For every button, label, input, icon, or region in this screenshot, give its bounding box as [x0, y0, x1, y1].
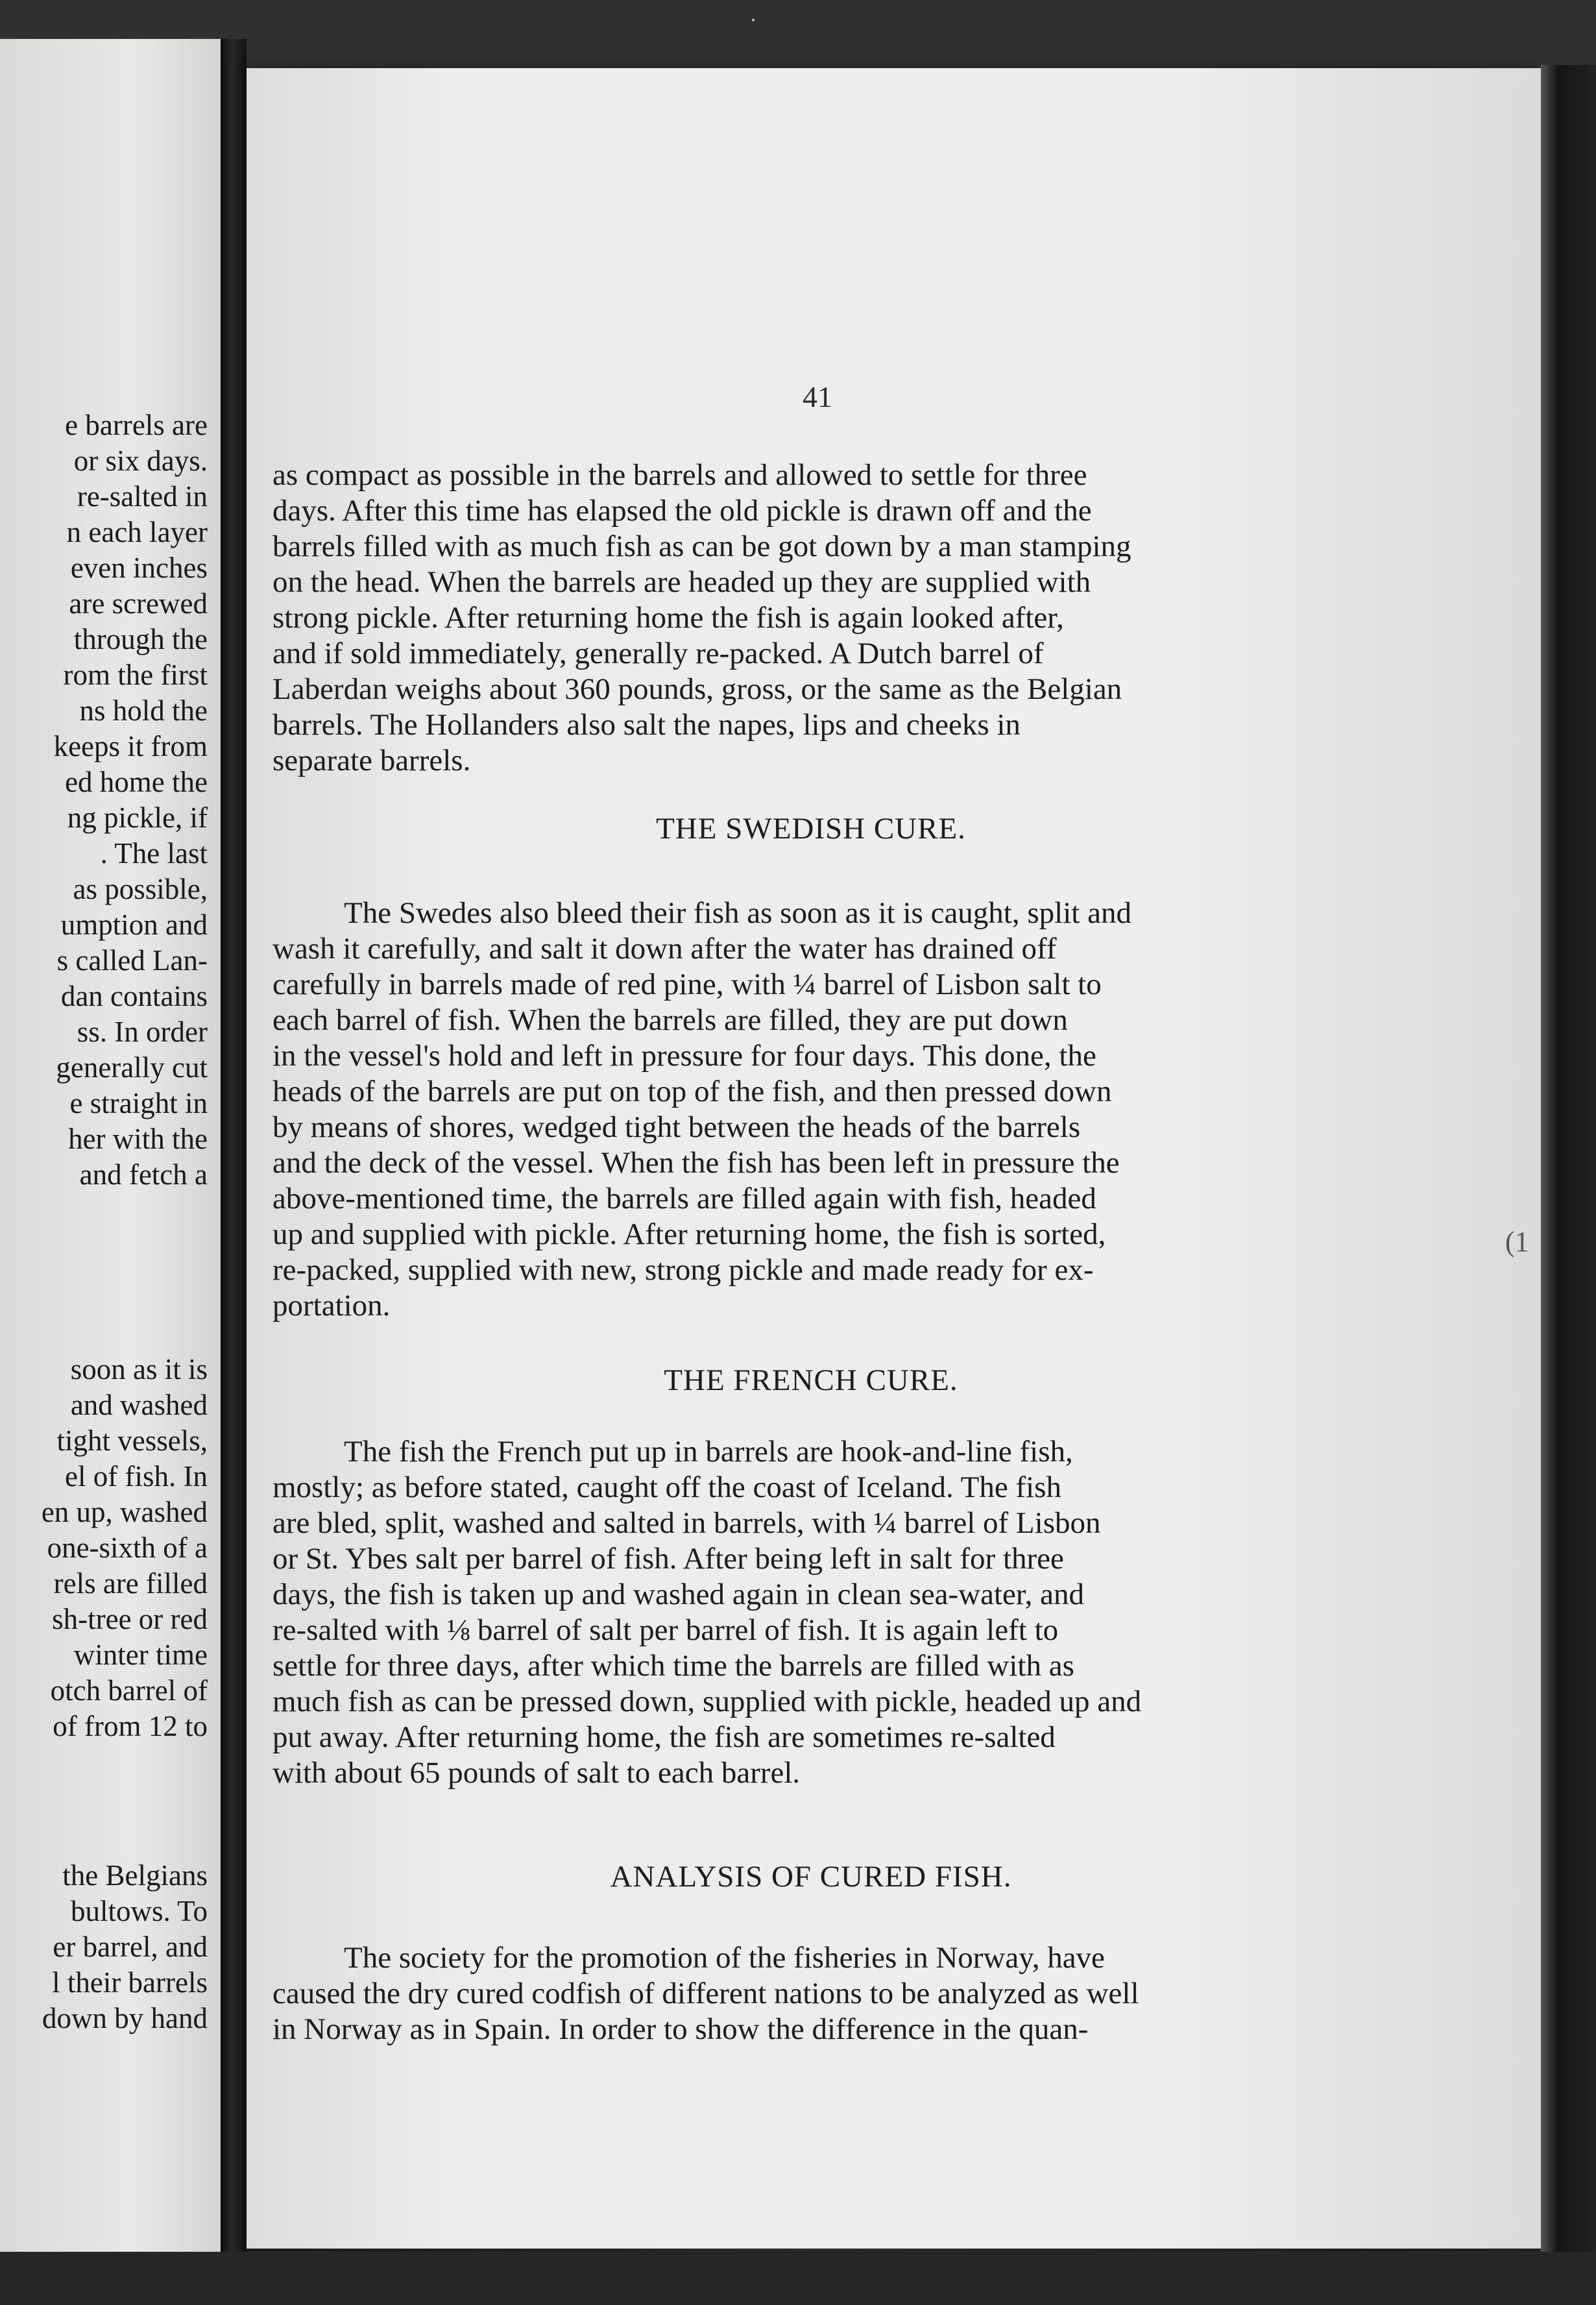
body-line: carefully in barrels made of red pine, with ¼ barrel of Lisbon salt to	[272, 968, 1102, 1001]
body-line: re-salted with ⅛ barrel of salt per barrel of fish. It is again left to	[272, 1613, 1059, 1647]
page-number: 41	[803, 380, 832, 413]
left-fragment-line: are screwed	[69, 587, 208, 620]
left-fragment-line: sh-tree or red	[52, 1603, 208, 1635]
bottom-border	[0, 2252, 1596, 2305]
body-line: heads of the barrels are put on top of the fish, and then pressed down	[272, 1075, 1112, 1108]
left-fragment-line: umption and	[60, 909, 208, 941]
left-fragment-line: el of fish. In	[65, 1460, 208, 1493]
section-heading-analysis: ANALYSIS OF CURED FISH.	[610, 1860, 1012, 1894]
margin-mark: (1	[1505, 1226, 1529, 1258]
left-fragment-line: rels are filled	[53, 1567, 208, 1600]
left-fragment-line: her with the	[68, 1123, 208, 1155]
body-line: with about 65 pounds of salt to each barrel.	[272, 1756, 801, 1790]
body-line: up and supplied with pickle. After returning home, the fish is sorted,	[272, 1217, 1106, 1251]
left-fragment-line: keeps it from	[53, 730, 208, 762]
body-line: put away. After returning home, the fish are sometimes re-salted	[272, 1720, 1056, 1754]
section-heading-french-cure: THE FRENCH CURE.	[664, 1363, 958, 1397]
left-fragment-line: ns hold the	[79, 694, 208, 727]
left-fragment-line: one-sixth of a	[47, 1531, 208, 1564]
section-heading-swedish-cure: THE SWEDISH CURE.	[656, 812, 966, 846]
body-line: in the vessel's hold and left in pressure for four days. This done, the	[272, 1039, 1096, 1073]
left-fragment-line: even inches	[70, 552, 208, 584]
left-fragment-line: and washed	[70, 1389, 208, 1421]
body-line: days. After this time has elapsed the old pickle is drawn off and the	[272, 494, 1092, 528]
body-line: on the head. When the barrels are headed up they are supplied with	[272, 565, 1091, 599]
left-fragment-line: bultows. To	[70, 1895, 208, 1927]
left-fragment-line: soon as it is	[70, 1353, 208, 1385]
body-line: above-mentioned time, the barrels are filled again with fish, headed	[272, 1182, 1096, 1215]
body-line: and the deck of the vessel. When the fish has been left in pressure the	[272, 1146, 1120, 1180]
left-fragment-line: of from 12 to	[53, 1710, 208, 1742]
left-fragment-line: en up, washed	[41, 1496, 208, 1528]
body-line: by means of shores, wedged tight between the heads of the barrels	[272, 1110, 1081, 1144]
left-fragment-line: er barrel, and	[53, 1931, 208, 1963]
left-fragment-line: e straight in	[69, 1087, 208, 1119]
left-fragment-line: ng pickle, if	[67, 801, 208, 834]
body-line: in Norway as in Spain. In order to show the difference in the quan-	[272, 2012, 1089, 2046]
left-fragment-line: or six days.	[73, 445, 208, 477]
left-fragment-line: n each layer	[66, 516, 208, 548]
body-line: much fish as can be pressed down, supplied with pickle, headed up and	[272, 1685, 1142, 1718]
left-fragment-line: generally cut	[56, 1051, 208, 1084]
body-line: strong pickle. After returning home the fish is again looked after,	[272, 601, 1064, 635]
left-facing-page	[0, 39, 221, 2291]
body-line: The society for the promotion of the fisheries in Norway, have	[344, 1941, 1105, 1975]
left-fragment-line: e barrels are	[65, 409, 208, 441]
body-line: mostly; as before stated, caught off the coast of Iceland. The fish	[272, 1470, 1061, 1504]
body-line: barrels. The Hollanders also salt the napes, lips and cheeks in	[272, 708, 1021, 742]
body-line: and if sold immediately, generally re-packed. A Dutch barrel of	[272, 637, 1044, 670]
left-fragment-line: down by hand	[42, 2002, 208, 2034]
left-fragment-line: the Belgians	[62, 1859, 208, 1892]
body-line: The Swedes also bleed their fish as soon as it is caught, split and	[344, 896, 1131, 930]
left-fragment-line: ss. In order	[77, 1016, 208, 1048]
left-fragment-line: dan contains	[60, 980, 208, 1012]
body-line: The fish the French put up in barrels are hook-and-line fish,	[344, 1435, 1073, 1469]
body-line: each barrel of fish. When the barrels are filled, they are put down	[272, 1003, 1068, 1037]
left-fragment-line: as possible,	[73, 873, 208, 905]
page-edge-shadow	[1541, 65, 1596, 2258]
left-fragment-line: s called Lan-	[56, 944, 208, 977]
scan-speck: ·	[749, 7, 757, 33]
left-fragment-line: otch barrel of	[50, 1674, 208, 1707]
body-line: or St. Ybes salt per barrel of fish. After being left in salt for three	[272, 1542, 1064, 1576]
left-fragment-line: ed home the	[65, 766, 208, 798]
body-line: settle for three days, after which time the barrels are filled with as	[272, 1649, 1074, 1683]
book-gutter	[221, 39, 247, 2291]
body-line: days, the fish is taken up and washed again in clean sea-water, and	[272, 1578, 1085, 1611]
body-line: separate barrels.	[272, 744, 471, 777]
left-fragment-line: tight vessels,	[56, 1424, 208, 1457]
left-fragment-line: and fetch a	[79, 1158, 208, 1191]
left-fragment-line: winter time	[73, 1639, 208, 1671]
left-fragment-line: rom the first	[63, 659, 208, 691]
left-fragment-line: l their barrels	[52, 1966, 208, 1999]
left-fragment-line: re-salted in	[77, 480, 208, 513]
body-line: barrels filled with as much fish as can be got down by a man stamping	[272, 530, 1131, 563]
body-line: portation.	[272, 1289, 391, 1323]
body-line: Laberdan weighs about 360 pounds, gross, or the same as the Belgian	[272, 672, 1122, 706]
body-line: as compact as possible in the barrels and allowed to settle for three	[272, 458, 1087, 492]
body-line: are bled, split, washed and salted in barrels, with ¼ barrel of Lisbon	[272, 1506, 1101, 1540]
left-fragment-line: . The last	[100, 837, 208, 870]
left-fragment-line: through the	[73, 623, 208, 655]
body-line: wash it carefully, and salt it down after the water has drained off	[272, 932, 1057, 966]
body-line: re-packed, supplied with new, strong pickle and made ready for ex-	[272, 1253, 1094, 1287]
body-line: caused the dry cured codfish of different nations to be analyzed as well	[272, 1977, 1139, 2010]
